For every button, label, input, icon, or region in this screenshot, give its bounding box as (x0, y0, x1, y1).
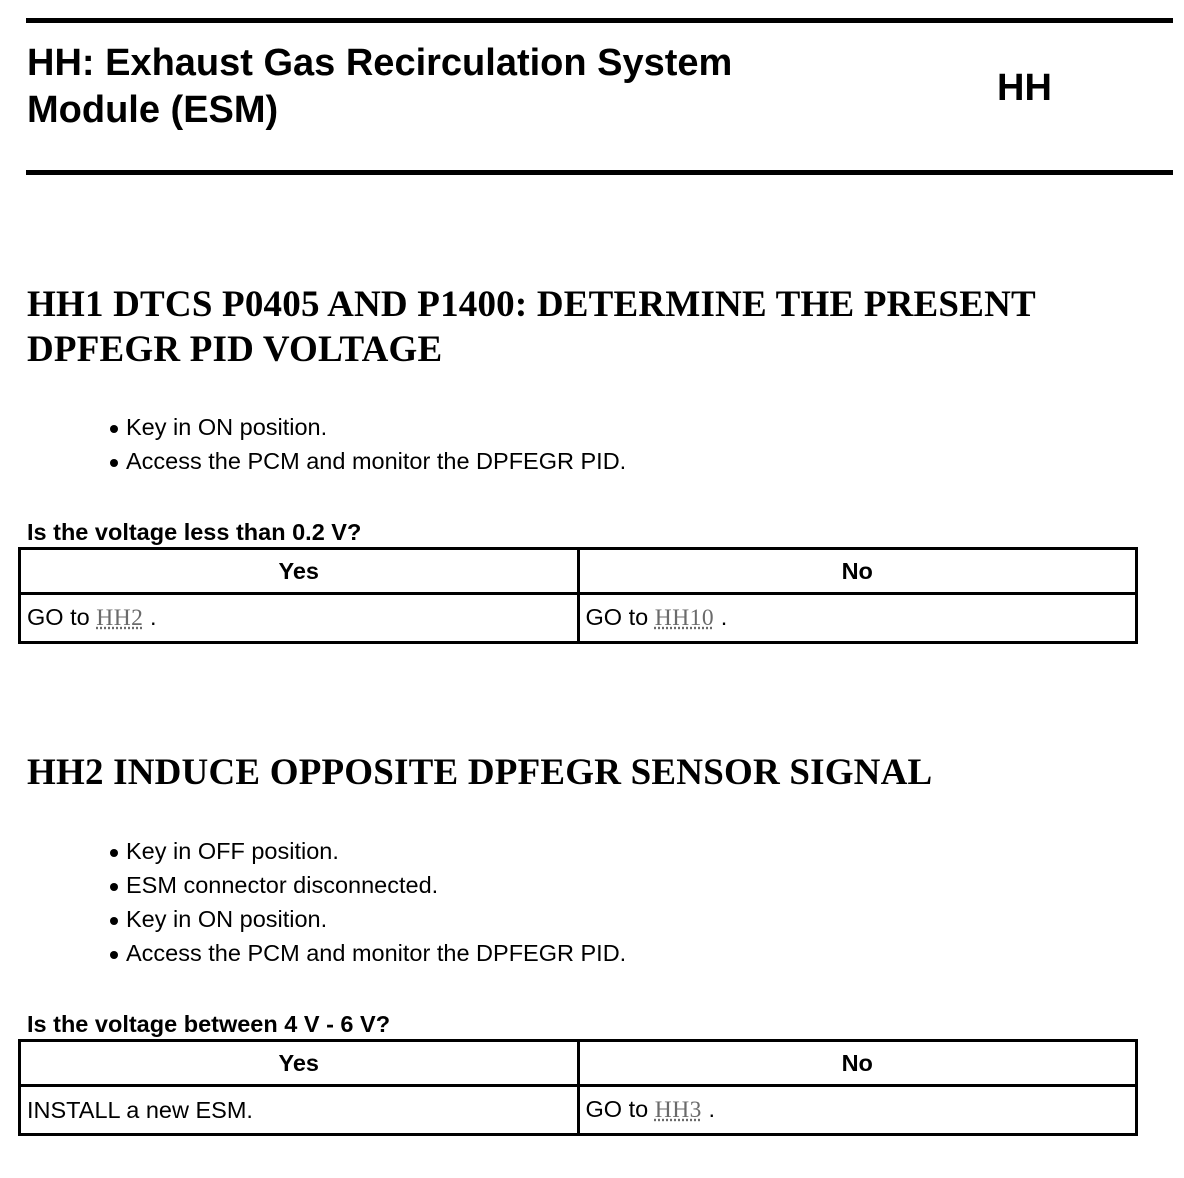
list-item: Key in ON position. (108, 410, 626, 444)
page-title (27, 40, 927, 134)
no-cell (578, 1086, 1137, 1135)
no-cell (578, 594, 1137, 643)
no-column-header: No (578, 1041, 1137, 1086)
yes-column-header: Yes (20, 549, 579, 594)
step-hh1-result-table (18, 547, 1138, 644)
header-divider (26, 170, 1173, 175)
list-item: Key in OFF position. (108, 834, 626, 868)
goto-hh2-link[interactable]: HH2 (96, 605, 144, 631)
yes-cell (20, 594, 579, 643)
step-hh1-heading-line-2: DPFEGR PID VOLTAGE (27, 329, 443, 370)
step-hh1-bullet-list (108, 410, 626, 478)
goto-hh3-link[interactable]: HH3 (654, 1097, 702, 1123)
step-hh2-heading (27, 750, 1147, 795)
goto-hh10-link[interactable]: HH10 (654, 605, 715, 631)
no-action-text: GO to (585, 1096, 649, 1122)
step-hh2-question: Is the voltage between 4 V - 6 V? (27, 1011, 391, 1037)
yes-action-text: INSTALL a new ESM. (27, 1096, 253, 1123)
page-title-line-2: Module (ESM) (27, 89, 279, 131)
yes-action-suffix: . (149, 604, 157, 630)
no-action-suffix: . (720, 604, 728, 630)
step-hh2-heading-line-1: HH2 INDUCE OPPOSITE DPFEGR SENSOR SIGNAL (27, 752, 933, 793)
no-action-suffix: . (708, 1096, 715, 1122)
table-header-row (20, 1041, 1137, 1086)
list-item: Access the PCM and monitor the DPFEGR PID. (108, 936, 626, 970)
yes-cell (20, 1086, 579, 1135)
top-divider (26, 18, 1173, 23)
list-item: ESM connector disconnected. (108, 868, 626, 902)
yes-column-header: Yes (20, 1041, 579, 1086)
no-column-header: No (578, 549, 1137, 594)
no-action-text: GO to (585, 604, 649, 630)
section-code: HH (997, 67, 1052, 109)
step-hh1-heading (27, 282, 1147, 372)
step-hh2-bullet-list (108, 834, 626, 970)
step-hh2-result-table (18, 1039, 1138, 1136)
list-item: Key in ON position. (108, 902, 626, 936)
table-row (20, 1086, 1137, 1135)
table-row (20, 594, 1137, 643)
step-hh1-question: Is the voltage less than 0.2 V? (27, 519, 362, 545)
step-hh1-heading-line-1: HH1 DTCS P0405 AND P1400: DETERMINE THE PRESENT (27, 284, 1036, 325)
yes-action-text: GO to (27, 604, 90, 630)
table-header-row (20, 549, 1137, 594)
list-item: Access the PCM and monitor the DPFEGR PID. (108, 444, 626, 478)
page-title-line-1: HH: Exhaust Gas Recirculation System (27, 42, 733, 84)
